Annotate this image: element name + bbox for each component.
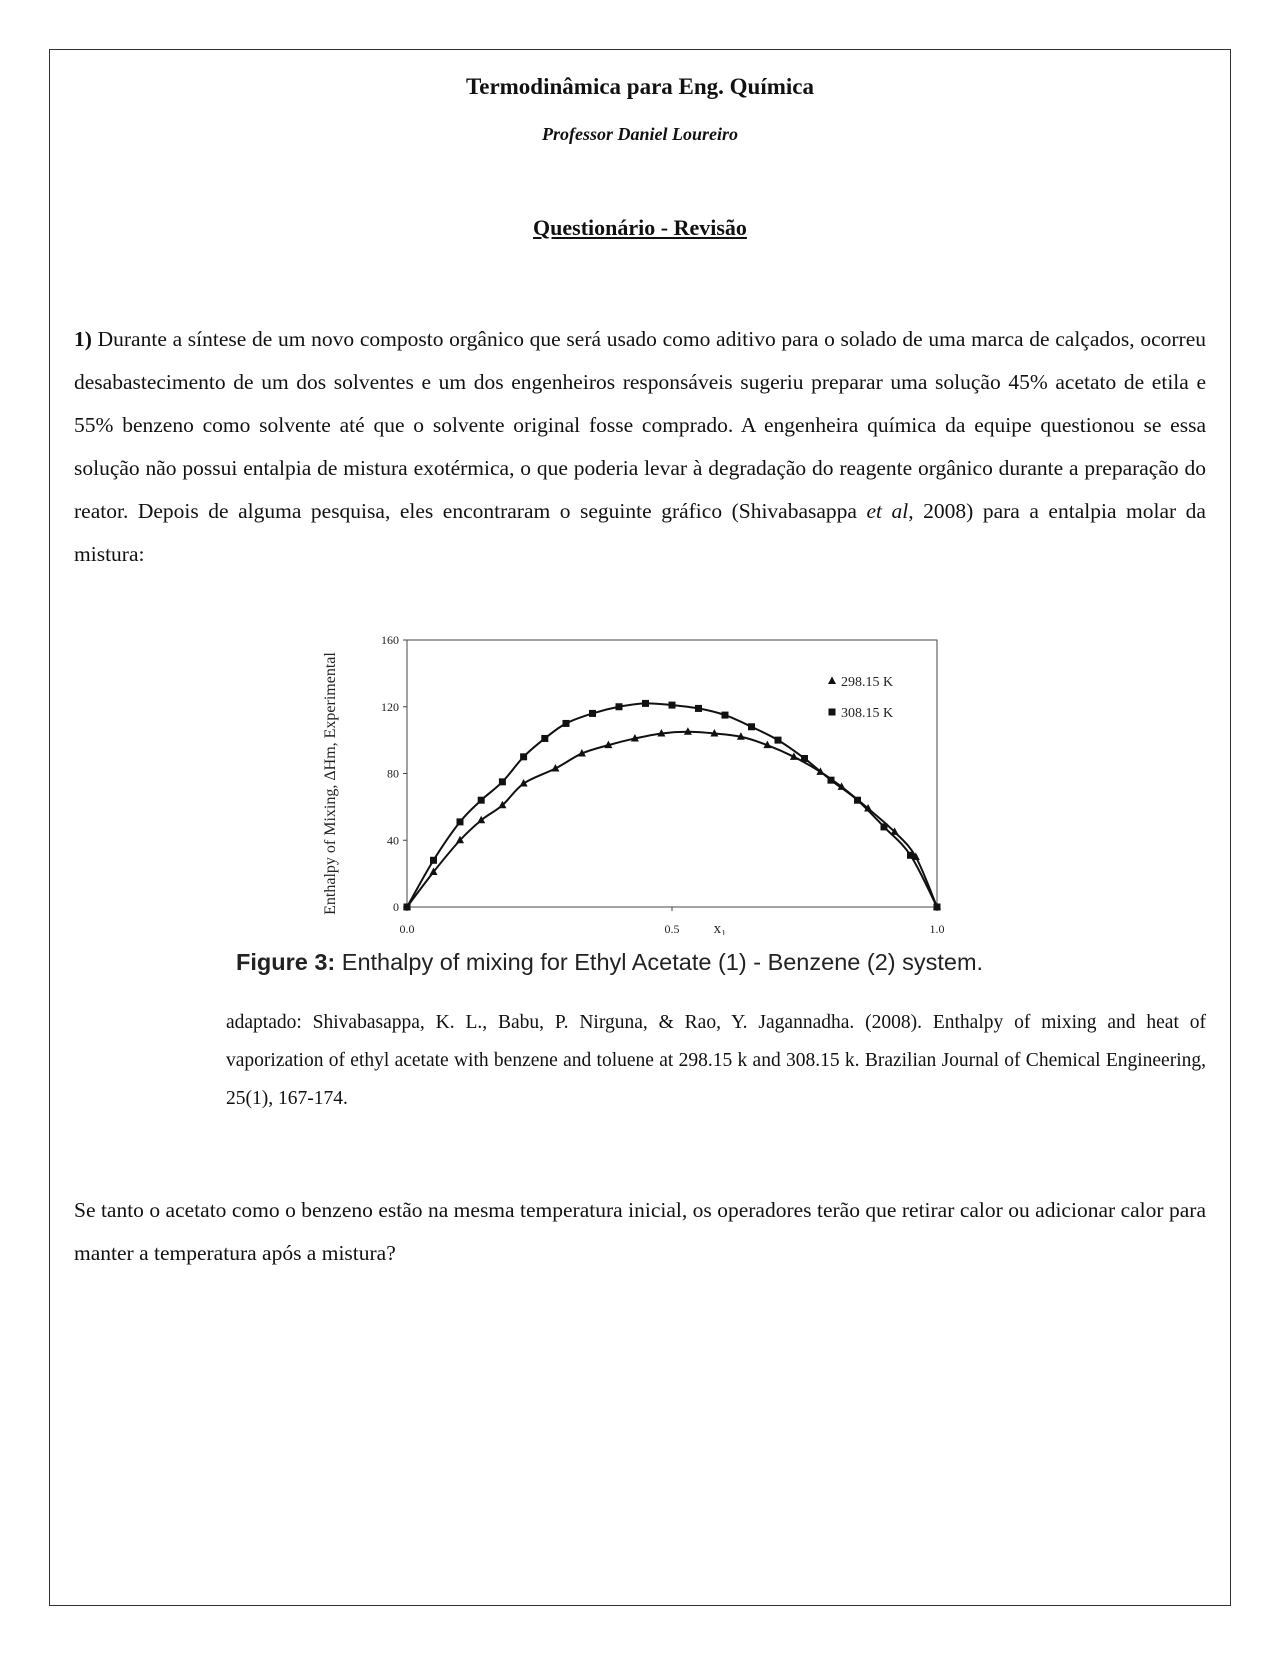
course-title: Termodinâmica para Eng. Química: [466, 74, 814, 99]
data-point-308k: [775, 737, 782, 744]
data-point-308k: [907, 852, 914, 859]
question-1-text-end: , 2008) para a entalpia molar da mistura:: [74, 499, 1206, 566]
y-tick-label: 40: [387, 833, 399, 848]
data-point-308k: [828, 777, 835, 784]
legend-label-298k: 298.15 K: [841, 675, 894, 690]
data-point-308k: [563, 720, 570, 727]
question-1-text: Durante a síntese de um novo composto orgânico que será usado como aditivo para o solado de uma marca de calçados, ocorreu desabastecimento de um dos solventes e um dos engenheiros responsáveis sugeriu preparar uma solução 45% acetato de etila e 55% benzeno como solvente até que o solvente original fosse comprado. A engenheira química da equipe questionou se essa solução não possui entalpia de mistura exotérmica, o que poderia levar à degradação do reagente orgânico durante a preparação do reator. Depois de alguma pesquisa, eles encontraram o seguinte gráfico (Shivabasappa: [74, 327, 1206, 523]
data-point-308k: [695, 705, 702, 712]
x-tick-label: 0.5: [664, 922, 680, 935]
question-number: 1): [74, 327, 92, 351]
x-tick-label: 0.0: [399, 922, 415, 935]
data-point-308k: [589, 710, 596, 717]
series-line-298k: [407, 732, 937, 907]
data-point-308k: [854, 797, 861, 804]
data-point-308k: [881, 823, 888, 830]
legend-label-308k: 308.15 K: [841, 706, 894, 721]
data-point-308k: [541, 735, 548, 742]
data-point-308k: [722, 712, 729, 719]
legend-marker-308k: [829, 709, 836, 716]
x-tick-label: 1.0: [929, 922, 945, 935]
data-point-308k: [616, 703, 623, 710]
x-axis-label: x₁: [713, 921, 727, 935]
enthalpy-chart: [310, 600, 950, 935]
data-point-308k: [669, 702, 676, 709]
y-tick-label: 0: [393, 900, 399, 914]
y-tick-label: 120: [381, 699, 399, 714]
data-point-308k: [934, 904, 941, 911]
figure-caption-text: Enthalpy of mixing for Ethyl Acetate (1) - Benzene (2) system.: [335, 949, 984, 975]
y-axis-label: Enthalpy of Mixing, ΔHm, Experimental: [322, 652, 339, 915]
question-1-paragraph: [74, 318, 1206, 576]
professor-name: Professor Daniel Loureiro: [541, 124, 738, 144]
data-point-308k: [430, 857, 437, 864]
figure-citation: adaptado: Shivabasappa, K. L., Babu, P. Nirguna, & Rao, Y. Jagannadha. (2008). Enthalpy of mixing and heat of vaporization of ethyl acetate with benzene and toluene at 298.15 k and 308.15 k. Brazilian Journal of Chemical Engineering, 25(1), 167-174.: [226, 1012, 1206, 1109]
questionnaire-title: Questionário - Revisão: [533, 215, 747, 240]
data-point-308k: [499, 778, 506, 785]
question-1-followup: Se tanto o acetato como o benzeno estão na mesma temperatura inicial, os operadores terão que retirar calor ou adicionar calor para manter a temperatura após a mistura?: [74, 1198, 1206, 1265]
data-point-308k: [801, 755, 808, 762]
figure-caption: [236, 949, 983, 976]
data-point-308k: [478, 797, 485, 804]
y-tick-label: 160: [381, 633, 399, 647]
data-point-308k: [520, 753, 527, 760]
data-point-308k: [642, 700, 649, 707]
series-line-308k: [407, 703, 937, 907]
data-point-308k: [404, 904, 411, 911]
data-point-308k: [748, 723, 755, 730]
data-point-308k: [457, 818, 464, 825]
legend-marker-298k: [828, 677, 836, 685]
et-al-italic: et al: [866, 499, 909, 523]
figure-caption-label: Figure 3:: [236, 949, 336, 975]
y-tick-label: 80: [387, 766, 399, 781]
